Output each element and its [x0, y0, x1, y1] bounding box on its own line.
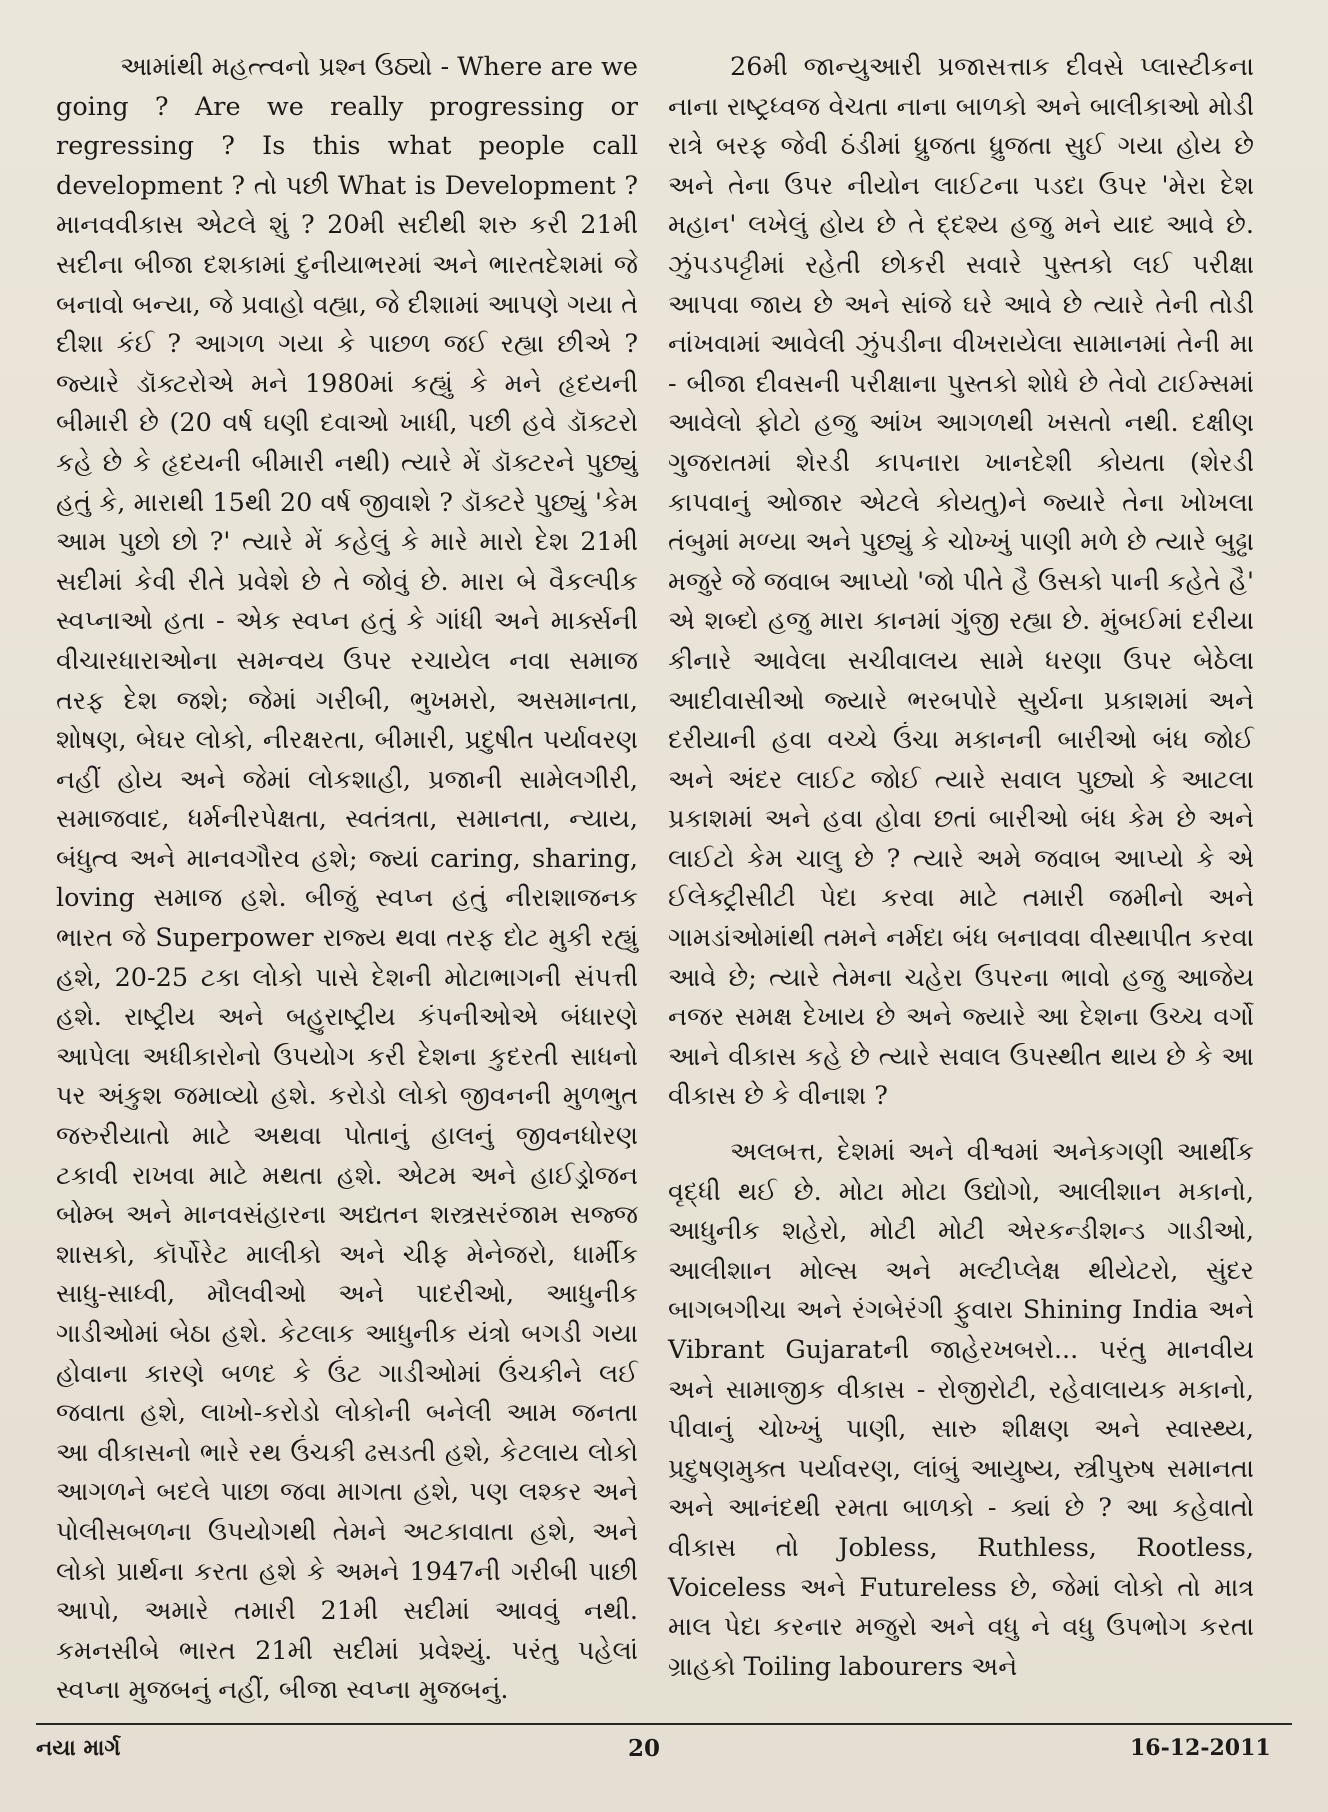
article-column-left	[56, 48, 638, 1711]
right-column-paragraph-1: 26મી જાન્યુઆરી પ્રજાસત્તાક દીવસે પ્લાસ્ટીકના નાના રાષ્ટ્રધ્વજ વેચતા નાના બાળકો અને બાલીકાઓ મોડી રાત્રે બરફ જેવી ઠંડીમાં ધ્રુજતા ધ્રુજતા સુઈ ગયા હોય છે અને તેના ઉપર નીયોન લાઈટના પડદા ઉપર 'મેરા દેશ મહાન' લખેલું હોય છે તે દ્દશ્ય હજુ મને યાદ આવે છે. ઝુંપડપટ્ટીમાં રહેતી છોકરી સવારે પુસ્તકો લઈ પરીક્ષા આપવા જાય છે અને સાંજે ઘરે આવે છે ત્યારે તેની તોડી નાંખવામાં આવેલી ઝુંપડીના વીખરાયેલા સામાનમાં તેની મા - બીજા દીવસની પરીક્ષાના પુસ્તકો શોધે છે તેવો ટાઈમ્સમાં આવેલો ફોટો હજુ આંખ આગળથી ખસતો નથી. દક્ષીણ ગુજરાતમાં શેરડી કાપનારા ખાનદેશી કોયતા (શેરડી કાપવાનું ઓજાર એટલે કોયતુ)ને જ્યારે તેના ખોખલા તંબુમાં મળ્યા અને પુછ્યું કે ચોખ્ખું પાણી મળે છે ત્યારે બુઢ્ઢા મજુરે જે જવાબ આપ્યો 'જો પીતે હૈ ઉસકો પાની કહેતે હૈ' એ શબ્દો હજુ મારા કાનમાં ગુંજી રહ્યા છે. મુંબઈમાં દરીયા કીનારે આવેલા સચીવાલય સામે ધરણા ઉપર બેઠેલા આદીવાસીઓ જ્યારે ભરબપોરે સુર્યના પ્રકાશમાં અને દરીયાની હવા વચ્ચે ઉંચા મકાનની બારીઓ બંધ જોઈ અને અંદર લાઈટ જોઈ ત્યારે સવાલ પુછ્યો કે આટલા પ્રકાશમાં અને હવા હોવા છતાં બારીઓ બંધ કેમ છે અને લાઈટો કેમ ચાલુ છે ? ત્યારે અમે જવાબ આપ્યો કે એ ઈલેક્ટ્રીસીટી પેદા કરવા માટે તમારી જમીનો અને ગામડાંઓમાંથી તમને નર્મદા બંધ બનાવવા વીસ્થાપીત કરવા આવે છે; ત્યારે તેમના ચહેરા ઉપરના ભાવો હજુ આજેય નજર સમક્ષ દેખાય છે અને જ્યારે આ દેશના ઉચ્ચ વર્ગો આને વીકાસ કહે છે ત્યારે સવાલ ઉપસ્થીત થાય છે કે આ વીકાસ છે કે વીનાશ ?	[668, 52, 1254, 1112]
footer-rule	[36, 1723, 1292, 1725]
issue-date: 16-12-2011	[1130, 1735, 1271, 1761]
left-column-text: આમાંથી મહત્ત્વનો પ્રશ્ન ઉઠ્યો - Where are we going ? Are we really progressing or regressing ? Is this what people call development ? તો પછી What is Development ? માનવવીકાસ એટલે શું ? 20મી સદીથી શરુ કરી 21મી સદીના બીજા દશકામાં દુનીયાભરમાં અને ભારતદેશમાં જે બનાવો બન્યા, જે પ્રવાહો વહ્યા, જે દીશામાં આપણે ગયા તે દીશા કંઈ ? આગળ ગયા કે પાછળ જઈ રહ્યા છીએ ? જ્યારે ડૉક્ટરોએ મને 1980માં કહ્યું કે મને હૃદયની બીમારી છે (20 વર્ષ ઘણી દવાઓ ખાધી, પછી હવે ડૉક્ટરો કહે છે કે હૃદયની બીમારી નથી) ત્યારે મેં ડૉક્ટરને પુછ્યું હતું કે, મારાથી 15થી 20 વર્ષ જીવાશે ? ડૉક્ટરે પુછ્યું 'કેમ આમ પુછો છો ?' ત્યારે મેં કહેલું કે મારે મારો દેશ 21મી સદીમાં કેવી રીતે પ્રવેશે છે તે જોવું છે. મારા બે વૈકલ્પીક સ્વપ્નાઓ હતા - એક સ્વપ્ન હતું કે ગાંધી અને માર્ક્સની વીચારધારાઓના સમન્વય ઉપર રચાયેલ નવા સમાજ તરફ દેશ જશે; જેમાં ગરીબી, ભુખમરો, અસમાનતા, શોષણ, બેઘર લોકો, નીરક્ષરતા, બીમારી, પ્રદુષીત પર્યાવરણ નહીં હોય અને જેમાં લોકશાહી, પ્રજાની સામેલગીરી, સમાજવાદ, ધર્મનીરપેક્ષતા, સ્વતંત્રતા, સમાનતા, ન્યાય, બંધુત્વ અને માનવગૌરવ હશે; જ્યાં caring, sharing, loving સમાજ હશે. બીજું સ્વપ્ન હતું નીરાશાજનક ભારત જે Superpower રાજ્ય થવા તરફ દોટ મુકી રહ્યું હશે, 20-25 ટકા લોકો પાસે દેશની મોટાભાગની સંપત્તી હશે. રાષ્ટ્રીય અને બહુરાષ્ટ્રીય કંપનીઓએ બંધારણે આપેલા અધીકારોનો ઉપયોગ કરી દેશના કુદરતી સાધનો પર અંકુશ જમાવ્યો હશે. કરોડો લોકો જીવનની મુળભુત જરુરીયાતો માટે અથવા પોતાનું હાલનું જીવનધોરણ ટકાવી રાખવા માટે મથતા હશે. એટમ અને હાઈડ્રોજન બોમ્બ અને માનવસંહારના અદ્યતન શસ્ત્રસરંજામ સજ્જ શાસકો, કૉર્પોરેટ માલીકો અને ચીફ મેનેજરો, ધાર્મીક સાધુ-સાધ્વી, મૌલવીઓ અને પાદરીઓ, આધુનીક ગાડીઓમાં બેઠા હશે. કેટલાક આધુનીક યંત્રો બગડી ગયા હોવાના કારણે બળદ કે ઉંટ ગાડીઓમાં ઉંચકીને લઈ જવાતા હશે, લાખો-કરોડો લોકોની બનેલી આમ જનતા આ વીકાસનો ભારે રથ ઉંચકી ઢસડતી હશે, કેટલાય લોકો આગળને બદલે પાછા જવા માગતા હશે, પણ લશ્કર અને પોલીસબળના ઉપયોગથી તેમને અટકાવાતા હશે, અને લોકો પ્રાર્થના કરતા હશે કે અમને 1947ની ગરીબી પાછી આપો, અમારે તમારી 21મી સદીમાં આવવું નથી. કમનસીબે ભારત 21મી સદીમાં પ્રવેશ્યું. પરંતુ પહેલાં સ્વપ્ના મુજબનું નહીં, બીજા સ્વપ્ના મુજબનું.	[56, 52, 638, 1706]
publication-name: નયા માર્ગ	[36, 1735, 121, 1761]
right-column-paragraph-2: અલબત્ત, દેશમાં અને વીશ્વમાં અનેકગણી આર્થીક વૃદ્ધી થઈ છે. મોટા મોટા ઉદ્યોગો, આલીશાન મકાનો, આધુનીક શહેરો, મોટી મોટી એરકન્ડીશન્ડ ગાડીઓ, આલીશાન મોલ્સ અને મલ્ટીપ્લેક્ષ થીયેટરો, સુંદર બાગબગીચા અને રંગબેરંગી ફુવારા Shining India અને Vibrant Gujaratની જાહેરખબરો... પરંતુ માનવીય અને સામાજીક વીકાસ - રોજીરોટી, રહેવાલાયક મકાનો, પીવાનું ચોખ્ખું પાણી, સારુ શીક્ષણ અને સ્વાસ્થ્ય, પ્રદુષણમુક્ત પર્યાવરણ, લાંબું આયુષ્ય, સ્ત્રીપુરુષ સમાનતા અને આનંદથી રમતા બાળકો - ક્યાં છે ? આ કહેવાતો વીકાસ તો Jobless, Ruthless, Rootless, Voiceless અને Futureless છે, જેમાં લોકો તો માત્ર માલ પેદા કરનાર મજુરો અને વધુ ને વધુ ઉપભોગ કરતા ગ્રાહકો Toiling labourers અને	[668, 1137, 1254, 1682]
article-column-right	[668, 48, 1254, 1687]
page-number: 20	[628, 1735, 661, 1762]
